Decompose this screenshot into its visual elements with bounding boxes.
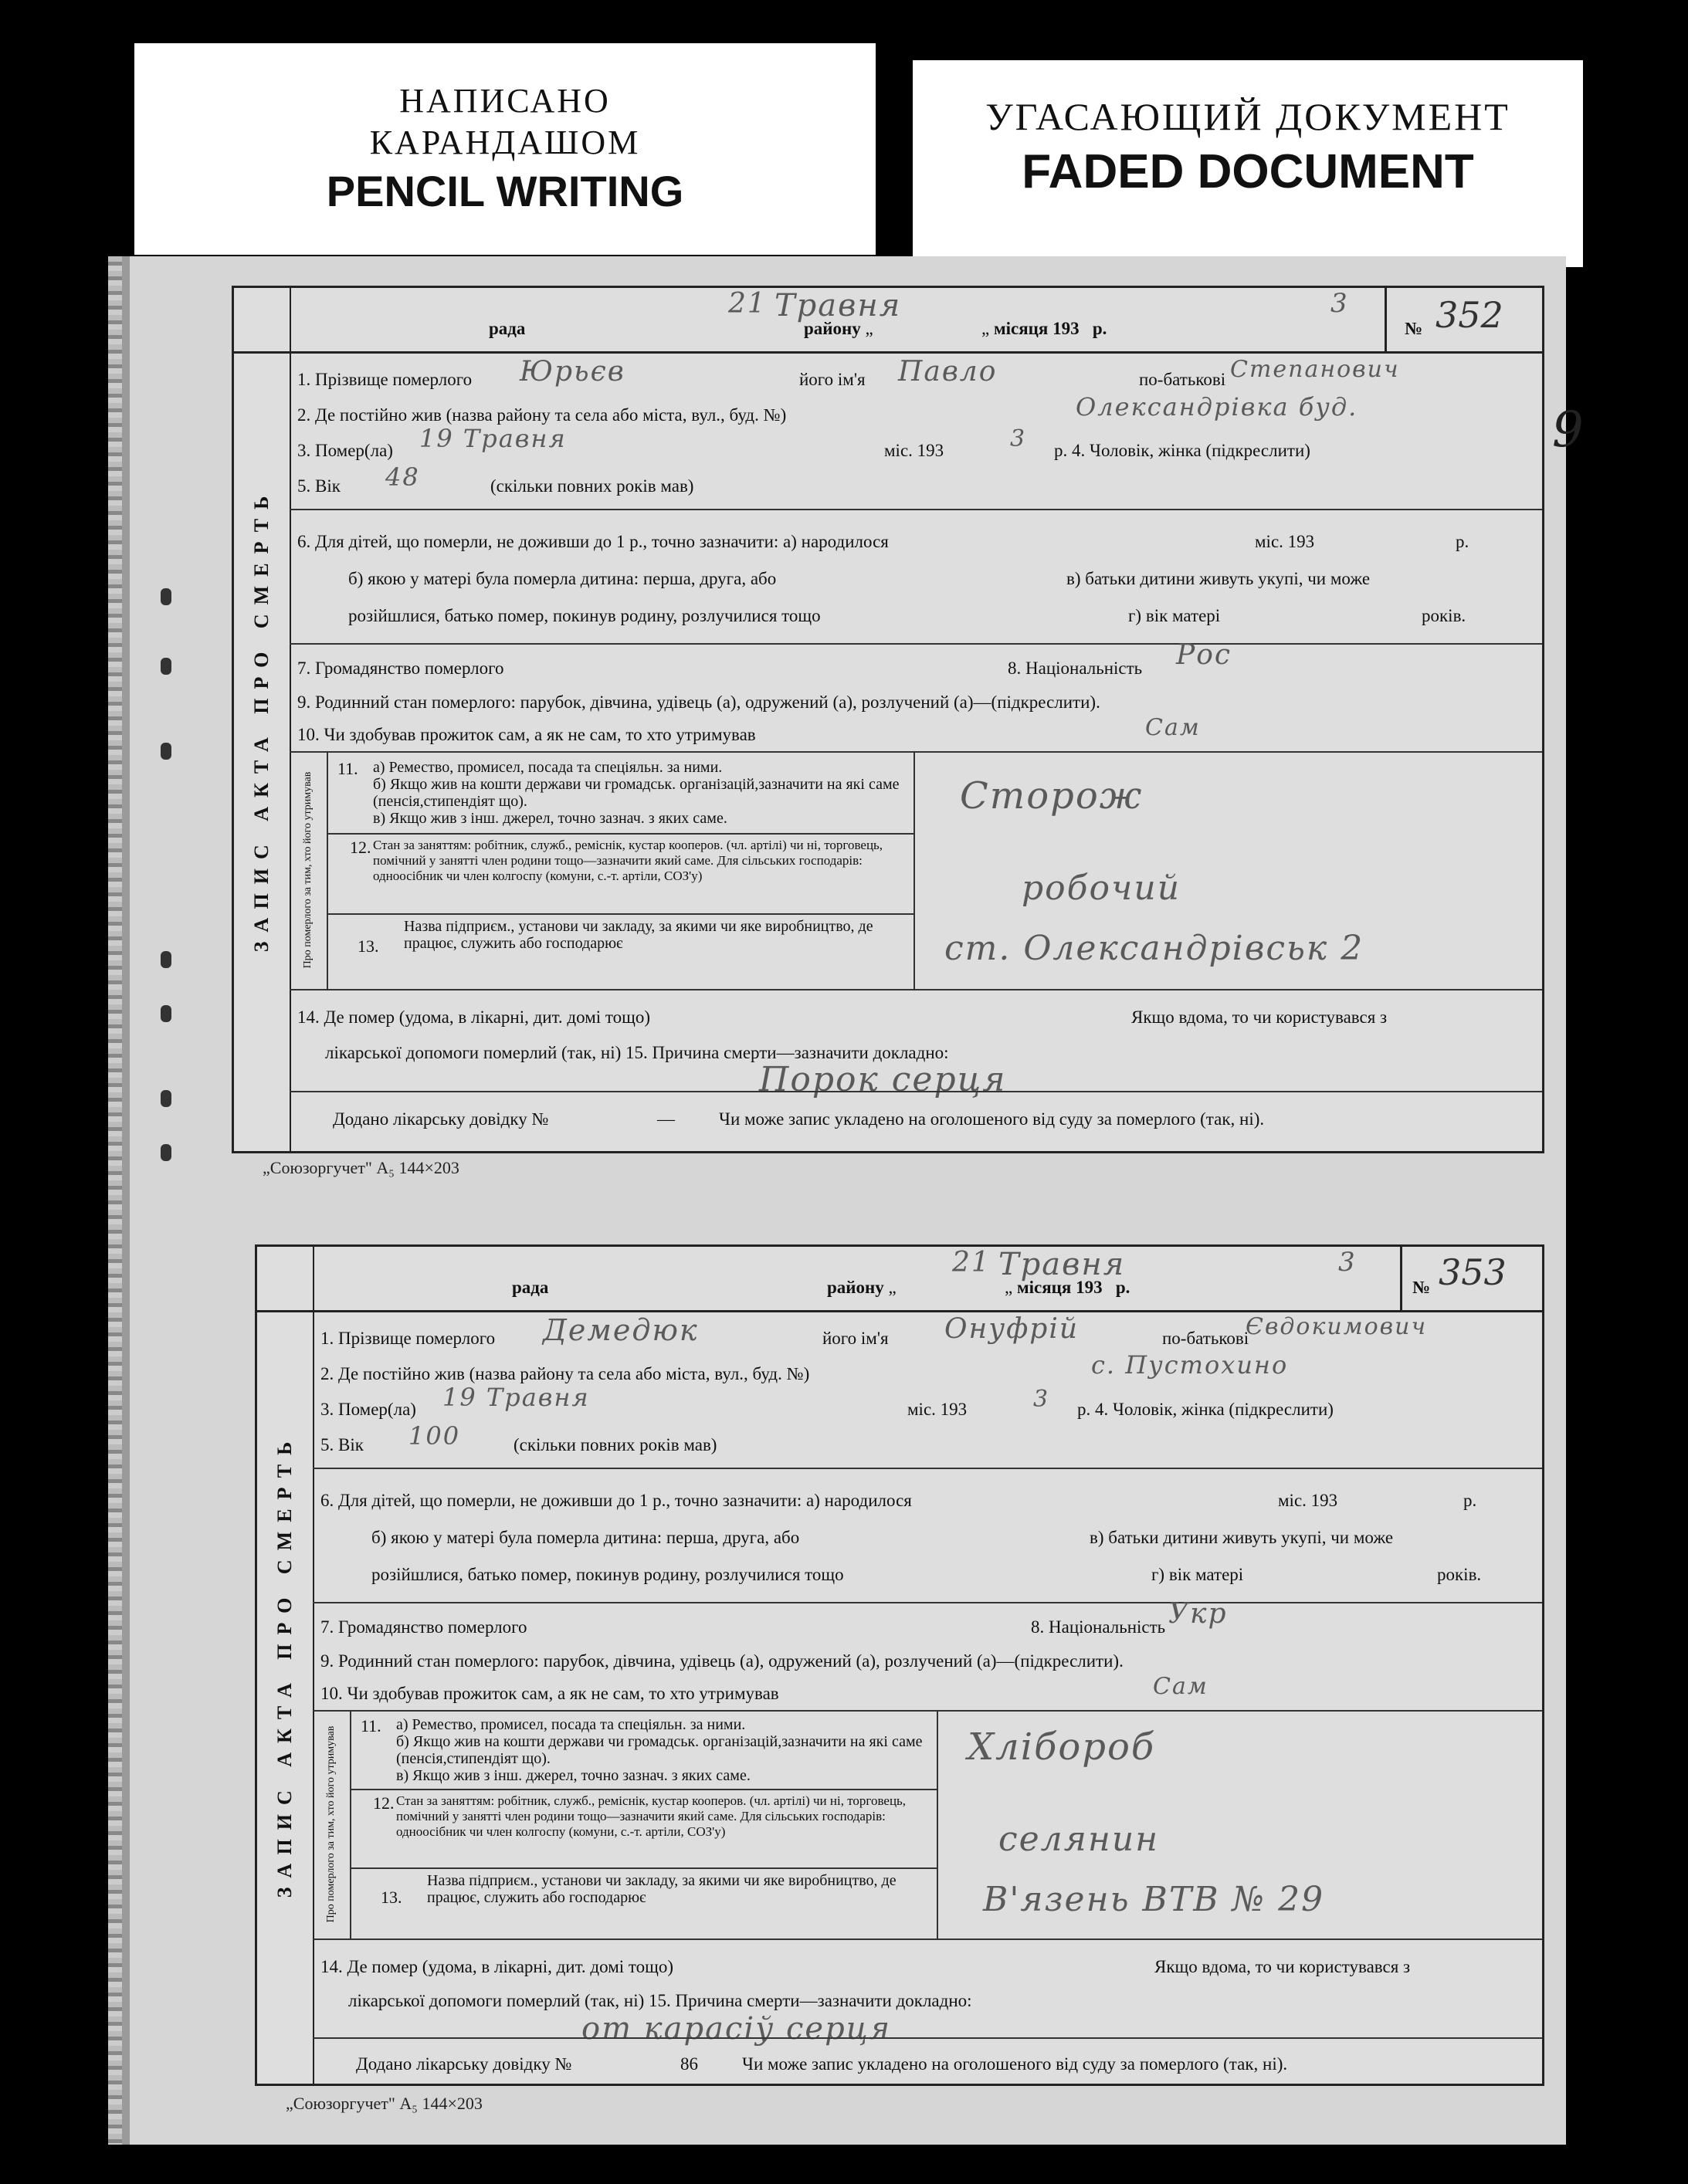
punch-hole — [161, 588, 171, 605]
row-15: лікарської допомоги померлий (так, ні) 15. Причина смерти—зазначити докладно: — [325, 1043, 949, 1062]
label-line-1: УГАСАЮЩИЙ ДОКУМЕНТ — [985, 95, 1510, 138]
row-14: 14. Де помер (удома, в лікарні, дит. домі тощо) Якщо вдома, то чи користувався з — [320, 1957, 1411, 1976]
side-mark: 9 — [1552, 401, 1585, 459]
hw-age: 48 — [385, 462, 420, 492]
header-rada: рада — [489, 319, 526, 338]
row-footer: Додано лікарську довідку № 86 Чи може запис укладено на оголошеного від суду за померлого (так, ні). — [356, 2054, 1288, 2074]
faded-document-label — [913, 60, 1583, 267]
death-record-352: рада району „ „ місяця 193 р. № 352 21 Травня 3 ЗАПИС АКТА ПРО СМЕРТЬ 1. Прізвище померлого його ім'я по-батькові Юрьєв Павло Степанович 2. Де постійно жив (назва району та села або міста, вул., буд. №) Олександрівка буд. 3. Помер(ла) міс. 193 р. 4. Чоловік, жінка (підкреслити) 19 Травня 3 5. Вік (скільки повних років мав) 48 6. Для дітей, що померли, не доживши до 1 р., точно зазначити: а) народилося міс. 193 р. б) якою у матері була померла дитина: перша, друга, або в) батьки дитини живуть укупі, чи може розійшлися, батько помер, покинув родину, розлучилися тощо г) вік матері років. 7. Громадянство померлого 8. Національність Рос 9. Родинний стан померлого: парубок, дівчина, удівець (а), одружений (а), розлучений (а)—(підкреслити). 10. Чи здобував прожиток сам, а як не сам, то хто утримував Сам Про померлого за тим, хто його утримував 11. а) Ремество, промисел, посада та спеціяльн. за ними. б) Якщо жив на кошти держави чи громадськ. організацій,зазначити на які саме (пенсія,стипендіят що). в) Якщо жив з інш. джерел, точно зазнач. з яких саме. 12. Стан за заняттям: робітник, служб., реміснік, кустар кооперов. (чл. артілі) чи ні, торговець, помічний у занятті член родини тощо—зазначити який саме. Для сільських господарів: одноосібник чи член колгоспу (комуни, с.-т. артіли, СОЗ'у) 13. Назва підприєм., установи чи закладу, за якими чи яке виробництво, де працює, служить або господарює Сторож робочий ст. Олександрівськ 2 14. Де помер (удома, в лікарні, дит. домі тощо) Якщо вдома, то чи користувався з лікарської допомоги померлий (так, ні) 15. Причина смерти—зазначити докладно: Порок серця Додано лікарську довідку № — Чи може запис укладено на оголошеного від суду за померлого (так, ні). — [232, 286, 1544, 1153]
printer-mark: „Союзоргучет" А₅ 144×203 — [263, 1158, 459, 1177]
hw-month: Травня — [775, 288, 902, 323]
hw-status: робочий — [1022, 869, 1181, 908]
hw-surname: Юрьєв — [520, 356, 625, 388]
hw-nationality: Рос — [1176, 639, 1232, 671]
label-line-3: FADED DOCUMENT — [1022, 145, 1474, 198]
pencil-writing-label — [134, 43, 876, 255]
label-line-3: PENCIL WRITING — [326, 167, 684, 215]
occupation-side-label: Про померлого за тим, хто його утримував — [313, 1710, 351, 1939]
hw-cause: Порок серця — [759, 1060, 1007, 1099]
row-12: Стан за заняттям: робітник, служб., реміснік, кустар кооперов. (чл. артілі) чи ні, торговець, помічний у занятті член родини тощо—зазначити який саме. Для сільських господарів: одноосібник чи член колгоспу (комуни, с.-т. артіли, СОЗ'у) — [396, 1793, 907, 1839]
row-6-line-3: розійшлися, батько помер, покинув родину, розлучилися тощо г) вік матері років. — [348, 606, 1466, 625]
hw-supported-by: Сам — [1145, 714, 1201, 741]
punch-hole — [161, 951, 171, 968]
row-5: 5. Вік (скільки повних років мав) — [297, 476, 694, 496]
row-15: лікарської допомоги померлий (так, ні) 15. Причина смерти—зазначити докладно: — [348, 1991, 972, 2010]
row-9: 9. Родинний стан померлого: парубок, дівчина, удівець (а), одружений (а), розлучений (а)—(підкреслити). — [320, 1651, 1124, 1671]
hw-status: селянин — [998, 1820, 1160, 1859]
hw-year: 3 — [1330, 288, 1349, 319]
hw-death-year: 3 — [1033, 1386, 1050, 1413]
row-1: 1. Прізвище померлого його ім'я по-батькові — [297, 370, 1226, 389]
sheet-edge — [108, 256, 122, 2145]
punch-hole — [161, 658, 171, 675]
punch-hole — [161, 1090, 171, 1107]
row-12: Стан за заняттям: робітник, служб., реміснік, кустар кооперов. (чл. артілі) чи ні, торговець, помічний у занятті член родини тощо—зазначити який саме. Для сільських господарів: одноосібник чи член колгоспу (комуни, с.-т. артіли, СОЗ'у) — [373, 838, 883, 883]
label-line-2: КАРАНДАШОМ — [369, 124, 641, 161]
punch-hole — [161, 1005, 171, 1022]
row-6-line-2: б) якою у матері була померла дитина: перша, друга, або в) батьки дитини живуть укупі, чи може — [371, 1528, 1394, 1547]
hw-death-year: 3 — [1010, 425, 1027, 452]
row-11: а) Ремество, промисел, посада та спеціяльн. за ними. б) Якщо жив на кошти держави чи громадськ. організацій,зазначити на які саме (пенсія,стипендіят що). в) Якщо жив з інш. джерел, точно зазнач. з яких саме. — [373, 759, 900, 827]
hw-workplace: ст. Олександрівськ 2 — [944, 929, 1364, 968]
hw-address: с. Пустохино — [1091, 1350, 1289, 1380]
hw-nationality: Укр — [1168, 1598, 1228, 1630]
hw-supported-by: Сам — [1153, 1673, 1208, 1700]
printer-mark: „Союзоргучет" А₅ 144×203 — [286, 2094, 483, 2113]
row-3: 3. Помер(ла) міс. 193 р. 4. Чоловік, жінка (підкреслити) — [320, 1400, 1334, 1419]
record-number: 352 — [1435, 294, 1503, 336]
label-line-1: НАПИСАНО — [399, 82, 611, 120]
hw-age: 100 — [408, 1421, 461, 1451]
punch-hole — [161, 743, 171, 760]
row-3: 3. Помер(ла) міс. 193 р. 4. Чоловік, жінка (підкреслити) — [297, 441, 1310, 460]
row-5: 5. Вік (скільки повних років мав) — [320, 1435, 717, 1454]
row-6-line-1: 6. Для дітей, що померли, не доживши до 1 р., точно зазначити: а) народилося міс. 193 р. — [320, 1491, 1477, 1510]
row-9: 9. Родинний стан померлого: парубок, дівчина, удівець (а), одружений (а), розлучений (а)—(підкреслити). — [297, 692, 1100, 712]
hw-workplace: В'язень ВТВ № 29 — [983, 1880, 1325, 1919]
row-10: 10. Чи здобував прожиток сам, а як не сам, то хто утримував — [297, 725, 756, 744]
row-1: 1. Прізвище померлого його ім'я по-батькові — [320, 1329, 1249, 1348]
occupation-side-label: Про померлого за тим, хто його утримував — [290, 751, 328, 989]
punch-hole — [161, 1144, 171, 1161]
row-7: 7. Громадянство померлого 8. Національність — [297, 659, 1143, 678]
row-14: 14. Де помер (удома, в лікарні, дит. домі тощо) Якщо вдома, то чи користувався з — [297, 1007, 1388, 1027]
hw-occupation: Хлібороб — [968, 1725, 1156, 1769]
side-title: ЗАПИС АКТА ПРО СМЕРТЬ — [257, 1247, 314, 2084]
header-month: місяця 193 — [993, 319, 1080, 338]
record-header: рада району „ „ місяця 193 р. № — [257, 1247, 1542, 1312]
header-no: № — [1405, 319, 1423, 338]
row-11: а) Ремество, промисел, посада та спеціяльн. за ними. б) Якщо жив на кошти держави чи громадськ. організацій,зазначити на які саме (пенсія,стипендіят що). в) Якщо жив з інш. джерел, точно зазнач. з яких саме. — [396, 1716, 923, 1784]
row-2: 2. Де постійно жив (назва району та села або міста, вул., буд. №) — [320, 1364, 810, 1383]
hw-address: Олександрівка буд. — [1076, 392, 1358, 422]
hw-patronymic: Степанович — [1230, 356, 1400, 383]
row-6-line-2: б) якою у матері була померла дитина: перша, друга, або в) батьки дитини живуть укупі, чи може — [348, 569, 1371, 588]
row-footer: Додано лікарську довідку № — Чи може запис укладено на оголошеного від суду за померлого (так, ні). — [333, 1109, 1265, 1129]
record-header: рада району „ „ місяця 193 р. № — [234, 288, 1542, 354]
row-6-line-3: розійшлися, батько помер, покинув родину, розлучилися тощо г) вік матері років. — [371, 1565, 1482, 1584]
hw-patronymic: Євдокимович — [1246, 1313, 1428, 1340]
hw-year: 3 — [1338, 1247, 1357, 1278]
hw-surname: Демедюк — [543, 1313, 699, 1347]
side-title: ЗАПИС АКТА ПРО СМЕРТЬ — [234, 288, 291, 1151]
row-6-line-1: 6. Для дітей, що померли, не доживши до 1 р., точно зазначити: а) народилося міс. 193 р. — [297, 532, 1469, 551]
row-2: 2. Де постійно жив (назва району та села або міста, вул., буд. №) — [297, 405, 787, 425]
hw-month: Травня — [998, 1247, 1126, 1282]
hw-day: 21 — [728, 288, 767, 320]
row-10: 10. Чи здобував прожиток сам, а як не сам, то хто утримував — [320, 1684, 779, 1703]
hw-name: Павло — [898, 356, 998, 388]
hw-death-date: 19 Травня — [419, 424, 567, 453]
header-raionu: району — [804, 319, 861, 338]
hw-cause: от карасіў серця — [581, 2011, 892, 2047]
hw-name: Онуфрій — [944, 1313, 1080, 1345]
record-number: 353 — [1439, 1251, 1507, 1293]
hw-occupation: Сторож — [960, 774, 1144, 818]
row-13: Назва підприєм., установи чи закладу, за якими чи яке виробництво, де працює, служить або господарює — [427, 1872, 897, 1906]
row-7: 7. Громадянство померлого 8. Національність — [320, 1617, 1166, 1637]
hw-day: 21 — [952, 1247, 991, 1278]
death-record-353: рада району „ „ місяця 193 р. № 353 21 Травня 3 ЗАПИС АКТА ПРО СМЕРТЬ 1. Прізвище померлого його ім'я по-батькові Демедюк Онуфрій Євдокимович 2. Де постійно жив (назва району та села або міста, вул., буд. №) с. Пустохино 3. Помер(ла) міс. 193 р. 4. Чоловік, жінка (підкреслити) 19 Травня 3 5. Вік (скільки повних років мав) 100 6. Для дітей, що померли, не доживши до 1 р., точно зазначити: а) народилося міс. 193 р. б) якою у матері була померла дитина: перша, друга, або в) батьки дитини живуть укупі, чи може розійшлися, батько помер, покинув родину, розлучилися тощо г) вік матері років. 7. Громадянство померлого 8. Національність Укр 9. Родинний стан померлого: парубок, дівчина, удівець (а), одружений (а), розлучений (а)—(підкреслити). 10. Чи здобував прожиток сам, а як не сам, то хто утримував Сам Про померлого за тим, хто його утримував 11. а) Ремество, промисел, посада та спеціяльн. за ними. б) Якщо жив на кошти держави чи громадськ. організацій,зазначити на які саме (пенсія,стипендіят що). в) Якщо жив з інш. джерел, точно зазнач. з яких саме. 12. Стан за заняттям: робітник, служб., реміснік, кустар кооперов. (чл. артілі) чи ні, торговець, помічний у занятті член родини тощо—зазначити який саме. Для сільських господарів: одноосібник чи член колгоспу (комуни, с.-т. артіли, СОЗ'у) 13. Назва підприєм., установи чи закладу, за якими чи яке виробництво, де працює, служить або господарює Хлібороб селянин В'язень ВТВ № 29 14. Де помер (удома, в лікарні, дит. домі тощо) Якщо вдома, то чи користувався з лікарської допомоги померлий (так, ні) 15. Причина смерти—зазначити докладно: от карасіў серця Додано лікарську довідку № 86 Чи може запис укладено на оголошеного від суду за померлого (так, ні). — [255, 1244, 1544, 2086]
row-13: Назва підприєм., установи чи закладу, за якими чи яке виробництво, де працює, служить або господарює — [404, 918, 873, 952]
hw-death-date: 19 Травня — [442, 1383, 590, 1412]
